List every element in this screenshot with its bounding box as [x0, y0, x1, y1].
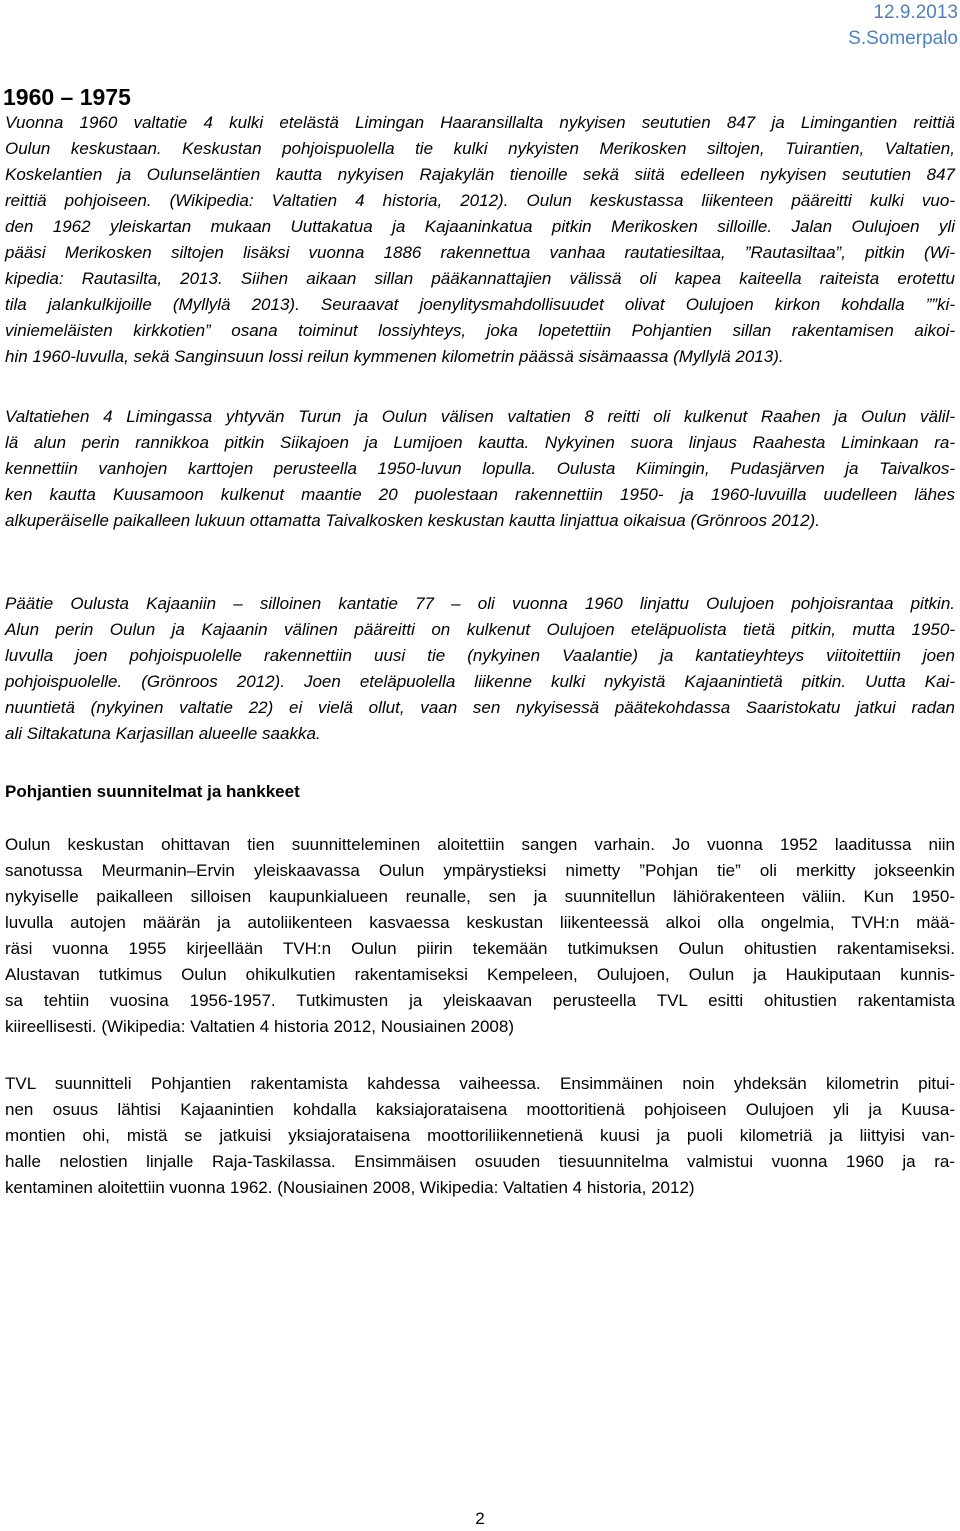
paragraph-line: nykyiselle paikalleen silloisen kaupunkialueen reunalle, sen ja suunnitellun lähiörakenteen väliin. Kun 1950- — [5, 887, 955, 906]
paragraph-line: nen osuus lähtisi Kajaanintien kohdalla kaksiajorataisena moottoritienä pohjoiseen Oulujoen yli ja Kuusa- — [5, 1100, 955, 1119]
paragraph-line: alkuperäiselle paikalleen lukuun ottamatta Taivalkosken keskustan kautta linjattua oikaisua (Grönroos — [5, 511, 767, 530]
paragraph-line: den 1962 yleiskartan mukaan Uuttakatua ja Kajaaninkatua pitkin Merikosken silloille. Jalan Oulujoen yli — [5, 217, 955, 236]
paragraph-line: Oulun keskustan ohittavan tien suunnitteleminen aloitettiin sangen varhain. Jo vuonna 1952 laaditussa niin — [5, 835, 955, 854]
section-title: 1960 – 1975 — [3, 84, 131, 110]
paragraph-line: tila jalankulkijoille (Myllylä 2013). Seuraavat joenylitysmahdollisuudet olivat Oulujoen kirkon kohdalla ””ki- — [5, 295, 955, 314]
paragraph-line: Päätie Oulusta Kajaaniin – silloinen kantatie 77 – oli vuonna 1960 linjattu Oulujoen pohjoisrantaa pitkin. — [5, 594, 955, 613]
paragraph-line: Valtatiehen 4 Limingassa yhtyvän Turun ja Oulun välisen valtatien 8 reitti oli kulkenut Raahen ja Oulun välil- — [5, 407, 955, 426]
paragraph-line: räsi vuonna 1955 kirjeellään TVH:n Oulun piirin tekemään tutkimuksen Oulun ohitustien rakentamiseksi. — [5, 939, 955, 958]
paragraph-line: nuuntietä (nykyinen valtatie 22) ei vielä ollut, vaan sen nykyisessä päätekohdassa Saaristokatu jatkui radan — [5, 698, 955, 717]
paragraph-line: halle nelostien linjalle Raja-Taskilassa. Ensimmäisen osuuden tiesuunnitelma valmistui vuonna 1960 ja ra- — [5, 1152, 955, 1171]
paragraph-line: ali Siltakatuna Karjasillan alueelle saakka. — [5, 724, 321, 743]
paragraph-line: pohjoispuolelle. (Grönroos 2012). Joen eteläpuolella liikenne kulki nykyistä Kajaanintietä pitkin. Uutta Kai- — [5, 672, 955, 691]
page-number: 2 — [475, 1509, 485, 1528]
paragraph-1 — [5, 110, 955, 370]
paragraph-line: sanotussa Meurmanin–Ervin yleiskaavassa Oulun ympärystieksi nimetty ”Pohjan tie” oli merkitty jokseenkin — [5, 861, 955, 880]
paragraph-3 — [5, 591, 955, 747]
paragraph-line: pääsi Merikosken siltojen lisäksi vuonna 1886 rakennettua vanhaa rautatiesiltaa, ”Rautasiltaa”, pitkin (Wi- — [5, 243, 955, 262]
paragraph-line: reittiä pohjoiseen. (Wikipedia: Valtatien 4 historia, 2012). Oulun keskustassa liikenteen pääreitti kulki vuo- — [5, 191, 955, 210]
paragraph-line: Alustavan tutkimus Oulun ohikulkutien rakentamiseksi Kempeleen, Oulujoen, Oulun ja Haukiputaan kunnis- — [5, 965, 955, 984]
header-author: S.Somerpalo — [848, 28, 958, 49]
paragraph-line: lä alun perin rannikkoa pitkin Siikajoen ja Lumijoen kautta. Nykyinen suora linjaus Raahesta Liminkaan ra- — [5, 433, 955, 452]
paragraph-line: hin 1960-luvulla, sekä Sanginsuun lossi reilun kymmenen kilometrin päässä sisämaassa (Myllylä 2013). — [5, 347, 784, 366]
subheading: Pohjantien suunnitelmat ja hankkeet — [5, 782, 300, 801]
paragraph-line: viniemeläisten kirkkotien” osana toiminut lossiyhteys, joka lopetettiin Pohjantien sillan rakentamisen aikoi- — [5, 321, 955, 340]
paragraph-line: Alun perin Oulun ja Kajaanin välinen pääreitti on kulkenut Oulujoen eteläpuolista tietä pitkin, mutta 1950- — [5, 620, 955, 639]
paragraph-line: montien ohi, mistä se jatkuisi yksiajorataisena moottoriliikennetienä kuusi ja puoli kilometriä ja liittyisi van- — [5, 1126, 955, 1145]
paragraph-line: kennettiin vanhojen karttojen perusteella 1950-luvun lopulla. Oulusta Kiimingin, Pudasjärven ja Taivalkos- — [5, 459, 955, 478]
paragraph-line: kiireellisesti. (Wikipedia: Valtatien 4 historia 2012, Nousiainen 2008) — [5, 1017, 515, 1036]
paragraph-5 — [5, 1071, 955, 1201]
paragraph-line: kipedia: Rautasilta, 2013. Siihen aikaan sillan pääkannattajien välissä oli kapea kaiteella raiteista erotettu — [5, 269, 955, 288]
page-header — [848, 0, 958, 52]
paragraph-2 — [5, 404, 955, 534]
paragraph-line: Koskelantien ja Oulunseläntien kautta nykyisen Rajakylän tienoille sekä siitä edelleen nykyisen seututien 847 — [5, 165, 955, 184]
paragraph-line: Vuonna 1960 valtatie 4 kulki etelästä Limingan Haaransillalta nykyisen seututien 847 ja Limingantien reittiä — [5, 113, 955, 132]
paragraph-line: luvulla joen pohjoispuolelle rakennettiin uusi tie (nykyinen Vaalantie) ja kantatieyhteys viitoitettiin joen — [5, 646, 955, 665]
paragraph-line: luvulla autojen määrän ja autoliikenteen kasvaessa keskustan liikenteessä alkoi olla ongelmia, TVH:n mää- — [5, 913, 955, 932]
paragraph-4 — [5, 832, 955, 1040]
paragraph-line: sa tehtiin vuosina 1956-1957. Tutkimusten ja yleiskaavan perusteella TVL esitti ohitustien rakentamista — [5, 991, 955, 1010]
paragraph-line: kentaminen aloitettiin vuonna 1962. (Nousiainen 2008, Wikipedia: Valtatien 4 historia, 2012) — [5, 1178, 695, 1197]
paragraph-line: TVL suunnitteli Pohjantien rakentamista kahdessa vaiheessa. Ensimmäinen noin yhdeksän kilometrin pitui- — [5, 1074, 955, 1093]
paragraph-line: ken kautta Kuusamoon kulkenut maantie 20 puolestaan rakennettiin 1950- ja 1960-luvuilla uudelleen lähes — [5, 485, 955, 504]
header-date: 12.9.2013 — [873, 2, 958, 23]
paragraph-line: 2012). — [771, 511, 820, 530]
paragraph-line: Oulun keskustaan. Keskustan pohjoispuolella tie kulki nykyisten Merikosken siltojen, Tuirantien, Valtatien, — [5, 139, 955, 158]
